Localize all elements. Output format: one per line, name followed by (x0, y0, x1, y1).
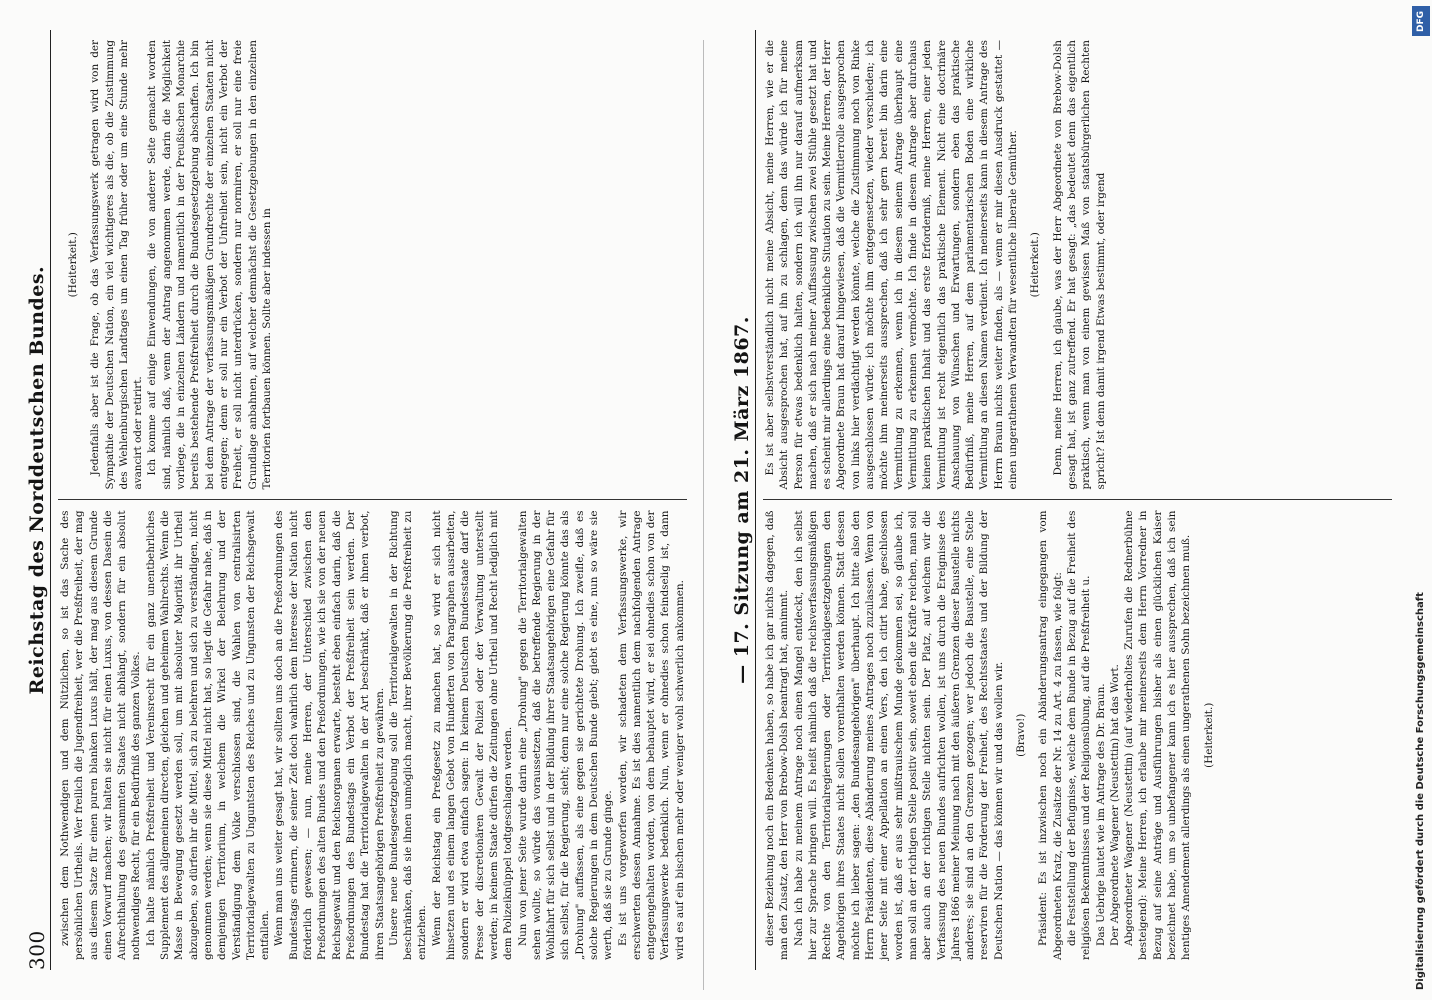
paragraph: Wenn man uns weiter gesagt hat, wir sollten uns doch an die Preßordnungen des Bundestags erinnern, die seiner Zeit doch wahrlich dem Interesse der Nation nicht förderlich gewesen; — nun, meine Herren, der Unterschied zwischen den Preßordnungen des alten Bundes und den Preßordnungen, wie ich sie von der neuen Reichsgewalt und den Reichsorganen erwarte, besteht eben einfach darin, daß die Preßordnungen des Bundestags ein Verbot der Preßfreiheit sein werden. Der Bundestag hat die Territorialgewalten in der Art beschränkt, daß er ihnen verbot, ihren Staatsangehörigen Preßfreiheit zu gewähren. (273, 510, 386, 960)
paragraph: zwischen dem Nothwendigen und dem Nützlichen, so ist das Sache des persönlichen Urtheils. Wer freilich die Jugendfreiheit, wer die Preßfreiheit, der mag aus diesem Satze für einen puren blanken Luxus hält, der mag aus diesem Grunde einen Vorwurf machen; wir halten sie nicht für einen Luxus, von dessen Dasein die Aufrechthaltung des gesammten Staates nicht abhängt, sondern für ein absolut nothwendiges Recht, für ein Bedürfniß des ganzen Volkes. (59, 510, 143, 960)
paragraph: Wenn der Reichstag ein Preßgesetz zu machen hat, so wird er sich nicht hinsetzen und es einem langen Gebot von Hunderten von Paragraphen ausarbeiten, sondern er wird etwa einfach sagen: In keinem Deutschen Bundesstaate darf die Presse der discretionären Gewalt der Polizei oder der Verwaltung unterstellt werden; in keinem Staate dürfen die Zeitungen ohne Urtheil und Recht lediglich mit dem Polizeiknüppel todtgeschlagen werden. (430, 510, 515, 960)
page-left (0, 0, 705, 1000)
running-head-right (729, 30, 756, 970)
stage-direction: (Bravo!) (1015, 713, 1028, 757)
running-head-left (24, 30, 51, 970)
paragraph: Präsident: Es ist inzwischen noch ein Abänderungsantrag eingegangen vom Abgeordneten Kratz, die Zusätze der Nr. 14 zu Art. 4 zu fassen, wie folgt: (1037, 510, 1064, 960)
digitization-credit (1412, 10, 1430, 990)
credit-text: Digitalisierung gefördert durch die Deutsche Forschungsgemeinschaft (1415, 592, 1426, 990)
paragraph: Abgeordneter Wagener (Neustettin) (auf wiederholtes Zurufen die Rednerbühne besteigend): Meine Herren, ich erlaube mir meinerseits dem Herrn Vorredner in Bezug auf seine Anträge und Ausführungen bisher als einen glücklichen Kaiser bezeichnet habe, um so unbefangener kann ich es hier aussprechen, daß ich sein hentiges Amendement allerdings als einen ungerathenen Sohn bezeichnen muß. (1123, 510, 1193, 960)
paragraph: Nun von jener Seite wurde darin eine „Drohung" gegen die Territorialgewalten sehen wollte, so würde das voraussetzen, daß die betreffende Regierung in der Wohlfahrt für sich selbst und in der Bildung ihrer Staatsangehörigen eine Gefahr für sich selbst, für die Regierung, sieht; denn nur eine solche Regierung könnte das als „Drohung" auffassen, als eine gegen sie gerichtete Drohung. Ich zweifle, daß es solche Regierungen in dem Deutschen Bunde giebt; giebt es eine, nun so wäre sie werth, daß sie zu Grunde ginge. (516, 510, 615, 960)
columns-right (763, 30, 1392, 970)
dfg-logo-icon: DFG (1412, 6, 1430, 36)
paragraph: Es ist uns vorgeworfen worden, wir schadeten dem Verfassungswerke, wir erschwerten dessen Annahme. Es ist dies namentlich dem nachfolgenden Antrage entgegengehalten worden, von dem behauptet wird, er sei ohnedies schon von der Verfassungswerke bedenklich. Nun, wenn er ohnedies schon feindselig ist, dann wird es auf ein bischen mehr oder weniger wohl schwerlich ankommen. (616, 510, 686, 960)
paragraph: Ich komme auf einige Einwendungen, die von anderer Seite gemacht worden sind, nämlich daß, wenn der Antrag angenommen werde, darin die Möglichkeit vorliege, die in einzelnen Ländern und namentlich in der Preußischen Monarchie bereits bestehende Preßfreiheit durch die Bundesgesetzgebung abschaffen. Ich bin bei dem Antrage der verfassungsmäßigen Grundrechte der einzelnen Staaten nicht entgegen; denn er soll nur ein Verbot der Unfreiheit sein, nicht ein Verbot der Freiheit, er soll nicht unterdrücken, sondern nur normiren, er soll nur eine freie Grundlage anbahnen, auf welcher demnächst die Gesetzgebungen in den einzelnen Territorien fortbauen können. Sollte aber indessen in (146, 40, 273, 490)
column (58, 501, 687, 971)
paragraph: dieser Beziehung noch ein Bedenken haben, so habe ich gar nichts dagegen, daß man den Zusatz, den Herr von Brebow-Dolsh beantragt hat, annimmt. (764, 510, 791, 960)
columns-left (58, 30, 687, 970)
page-number: 300 (25, 930, 49, 970)
stage-direction: (Heiterkeit.) (1202, 702, 1215, 768)
column (763, 30, 1392, 501)
paragraph: die Feststellung der Befugnisse, welche dem Bunde in Bezug auf die Freiheit des religiösen Bekenntnisses und der Religionsübung, auf die Preßfreiheit u. (1065, 510, 1093, 960)
paragraph: Nach ich habe zu meinem Antrage noch einen Mangel entdeckt, den ich selbst hier zur Sprache bringen will. Es heißt nämlich daß die reichsverfassungsmäßigen Rechte von den Territorialregierungen oder Territorialgesetzgebungen den Angehörigen ihres Staates nicht sollen vorenthalten werden können. Statt dessen möchte ich lieber sagen: „den Bundesangehörigen" überhaupt. Ich bitte also den Herrn Präsidenten, diese Abänderung meines Antrages noch zuzulassen. Wenn von jener Seite mit einer Appellation an einen Vers, den ich citirt habe, geschlossen worden ist, daß er aus sehr mißtrauischem Munde gekommen sei, so glaube ich, man soll an der richtigen Stelle positiv sein, soweit eben die Kräfte reichen, man soll aber auch an der richtigen Stelle nichten sein. Der Platz, auf welchem wir die Verfassung des neuen Bundes aufrichten wollen, ist uns durch die Ereignisse des Jahres 1866 meiner Meinung nach mit den äußeren Grenzen dieser Baustelle nichts anderes; sie sind an den Grenzen gezogen; wer jedoch die Baustelle, eine Stelle reserviren für die Förderung der Freiheit, des Rechtsstaates und der Bildung der Deutschen Nation — das können wir und das wollen wir. (792, 510, 1005, 960)
paragraph: Jedenfalls aber ist die Frage, ob das Verfassungswerk getragen wird von der Sympathie der Deutschen Nation, ein viel wichtigeres als die, ob die Zustimmung des Wehlenburgischen Landtages um einen Tag früher oder um eine Stunde mehr avancirt oder retirirt. (89, 40, 145, 490)
paragraph: Das Uebrige lautet wie im Antrage des Dr. Braun. (1094, 683, 1107, 946)
paragraph: Unsere neue Bundesgesetzgebung soll die Territorialgewalten in der Richtung beschränken, daß sie ihnen unmöglich macht, ihrer Bevölkerung die Preßfreiheit zu entziehen. (387, 510, 429, 960)
paragraph: Der Abgeordnete Wagener (Neustettin) hat das Wort. (1108, 664, 1121, 946)
paragraph: Denn, meine Herren, ich glaube, was der Herr Abgeordnete von Brebow-Dolsh gesagt hat, ist ganz zutreffend. Er hat gesagt: „das bedeutet denn das eigentlich praktisch, wenn man von einem gewissen Maß von staatsbürgerlichen Rechten spricht? Ist denn damit irgend Etwas bestimmt, oder irgend (1051, 40, 1107, 490)
stage-direction: (Heiterkeit.) (1029, 232, 1042, 298)
column (58, 30, 687, 501)
paragraph: Ich halte nämlich Preßfreiheit und Vereinsrecht für ein ganz unentbehrliches Supplement des allgemeinen directen, gleichen und geheimen Wahlrechts. Wenn die Masse in Bewegung gesetzt werden soll, um mit absoluter Majorität ihr Urtheil abzugeben, so dürfen ihr die Mittel, sich zu belehren und sich zu verständigen, nicht genommen werden; wenn sie diese Mittel nicht hat, so liegt die Gefahr nahe, daß in demjenigen Territorium, in welchem die Wirkel der Belehrung und der Verständigung dem Volke verschlossen sind, die Wahlen von centralisirten Territorialgewalten zu Unguntsten des Reiches und zu Ungunsten der Reichsgewalt entfallen. (144, 510, 272, 960)
page-right (705, 0, 1410, 1000)
column (763, 501, 1392, 971)
running-title-right: — 17. Sitzung am 21. März 1867. (731, 316, 753, 684)
paragraph: Es ist aber selbstverständlich nicht meine Absicht, meine Herren, wie er die Absicht ausgesprochen hat, auf ihn zu schlagen, denn das würde ich für meine Person für etwas bedenklich halten, sondern ich will ihn nur darauf aufmerksam machen, daß er sich nach meiner Auffassung zwischen zwei Stühle gesetzt hat und es scheint mir allerdings eine bedenkliche Situation zu sein. Meine Herren, der Herr Abgeordnete Braun hat darauf hingewiesen, daß die Vermittlerrolle ausgesprochen von links hier verdächtigt werden könnte, welche die Zustimmung noch von Rinke ausgeschlossen würde; ich möchte ihm entgegensetzen, wieder verschieden; ich möchte ihm meinerseits aussprechen, daß ich sehr gern bereit bin darin eine Vermittlung zu erkennen, wenn ich in diesem seinem Antrage überhaupt eine Vermittlung zu erkennen vermöchte. Ich finde in diesem Antrage aber durchaus keinen praktischen Inhalt und das erste Erforderniß, meine Herren, einer jeden Vermittlung ist recht eigentlich das praktische Element. Nicht eine doctrinäre Anschauung von Wünschen und Erwartungen, sondern eben das praktische Bedürfniß, meine Herren, auf dem parlamentarischen Boden eine wirkliche Vermittlung an diesen Namen verdient. Ich meinerseits kann in diesem Antrage des Herrn Braun nichts weiter finden, als — wenn er mir diesen Ausdruck gestattet — einen ungerathenen Verwandten für wesentliche liberale Gemüther. (764, 40, 1020, 490)
running-title-left: Reichstag des Norddeutschen Bundes. (26, 265, 48, 695)
stage-direction: (Heiterkeit.) (67, 232, 79, 298)
